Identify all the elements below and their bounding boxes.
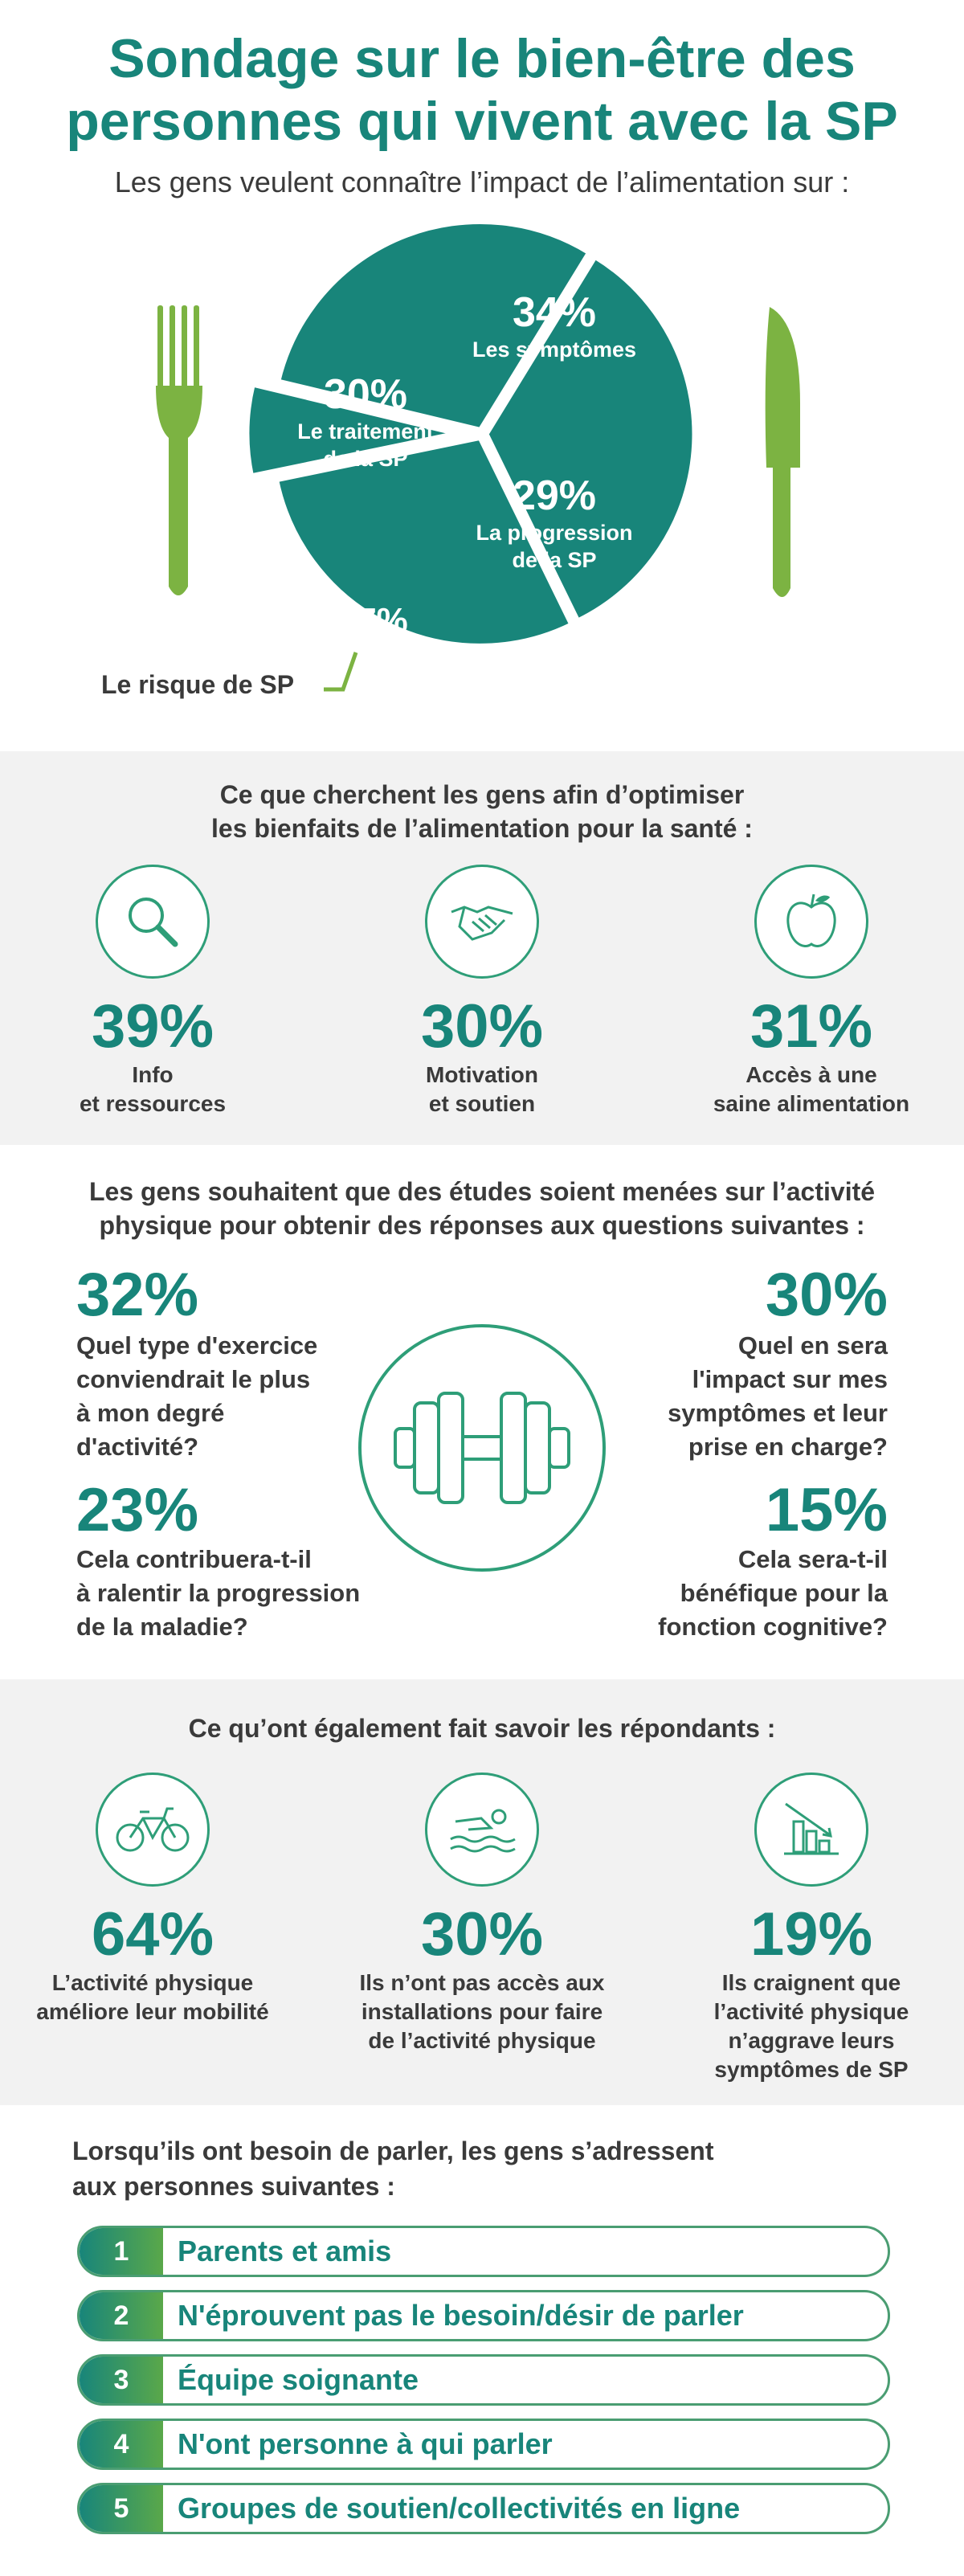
dumbbell-icon [353,1319,611,1576]
talk-item-number: 4 [80,2421,163,2468]
talk-item-label: Parents et amis [178,2235,392,2267]
talk-item-label: Groupes de soutien/collectivités en ligne [178,2492,741,2525]
question-2-pct: 30% [765,1261,888,1329]
optimize-item-access: 31% Accès à une saine alimentation [679,865,944,1118]
talk-item-label: N'éprouvent pas le besoin/désir de parler [178,2299,744,2332]
talk-item-label: N'ont personne à qui parler [178,2427,553,2460]
pie-label-risk: 7% [357,601,408,640]
pie-label-progression: 29% La progression de la SP [476,472,633,572]
handshake-icon [425,865,539,979]
question-1-pct: 32% [76,1261,199,1329]
talk-item [77,2354,890,2406]
also-item-mobility: 64% L’activité physique améliore leur mobilité [20,1773,285,2026]
question-3-text: Cela contribuera-t-il à ralentir la progression de la maladie? [76,1545,361,1641]
optimize-item-motivation: 30% Motivation et soutien [349,865,615,1118]
question-2-text: Quel en sera l'impact sur mes symptômes et leur prise en charge? [668,1331,888,1461]
talk-item [77,2483,890,2534]
pie-label-symptoms: 34% Les symptômes [472,289,637,362]
talk-heading: Lorsqu’ils ont besoin de parler, les gens s’adressent aux personnes suivantes : [72,2136,714,2201]
title-line-2: personnes qui vivent avec la SP [66,91,898,152]
talk-item [77,2226,890,2277]
risk-leader-line [317,643,366,699]
question-3-pct: 23% [76,1476,199,1544]
magnifier-icon [96,865,210,979]
question-1-text: Quel type d'exercice conviendrait le plus à mon degré d'activité? [76,1331,318,1461]
activity-heading: Les gens souhaitent que des études soient menées sur l’activité physique pour obtenir des réponses aux questions suivantes : [88,1177,876,1240]
apple-icon [754,865,868,979]
optimize-item-info: 39% Info et ressources [20,865,285,1118]
question-4-text: Cela sera-t-il bénéfique pour la fonction cognitive? [658,1545,888,1641]
talk-item-number: 2 [80,2292,163,2339]
pie-subtitle: Les gens veulent connaître l’impact de l’alimentation sur : [114,166,850,198]
optimize-heading: Ce que cherchent les gens afin d’optimiser les bienfaits de l’alimentation pour la santé : [211,780,753,843]
page-title [0,27,964,153]
talk-item-number: 3 [80,2357,163,2403]
also-heading: Ce qu’ont également fait savoir les répondants : [188,1714,776,1743]
pie-label-treatment: 30% Le traitement de la SP [297,371,434,471]
declining-chart-icon [754,1773,868,1887]
bicycle-icon [96,1773,210,1887]
question-4-pct: 15% [765,1476,888,1544]
talk-item-number: 1 [80,2228,163,2275]
talk-item-number: 5 [80,2485,163,2532]
also-item-access: 30% Ils n’ont pas accès aux installations pour faire de l’activité physique [349,1773,615,2055]
talk-item [77,2290,890,2341]
also-item-worry: 19% Ils craignent que l’activité physique n’aggrave leurs symptômes de SP [679,1773,944,2084]
title-line-1: Sondage sur le bien-être des [108,28,856,89]
talk-item [77,2419,890,2470]
swimmer-icon [425,1773,539,1887]
pie-section [0,217,964,731]
risk-external-label: Le risque de SP [101,670,295,699]
talk-item-label: Équipe soignante [178,2363,419,2396]
